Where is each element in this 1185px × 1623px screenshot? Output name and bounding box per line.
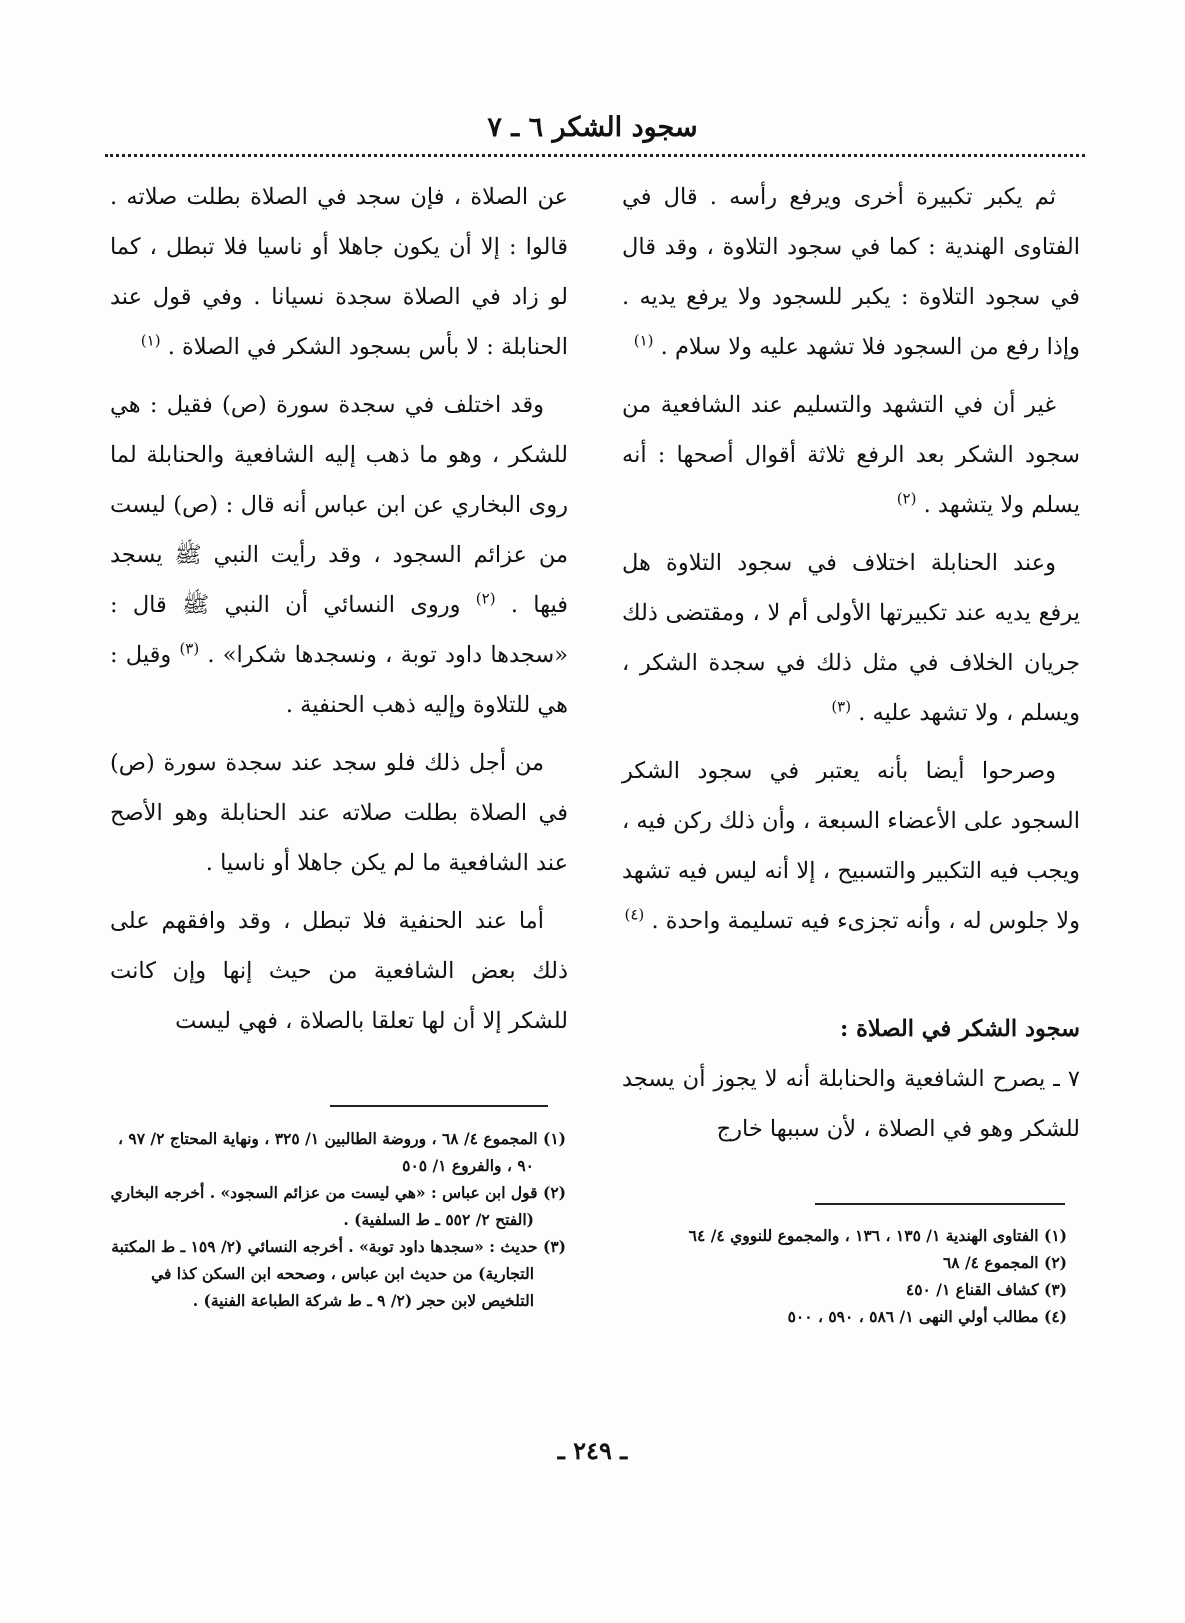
footnote: (٢) قول ابن عباس : «هي ليست من عزائم السجود» . أخرجه البخاري (الفتح ٢/ ٥٥٢ ـ ط السلفية) . xyxy=(110,1183,566,1229)
footnote: (٢) المجموع ٤/ ٦٨ xyxy=(942,1253,1067,1272)
paragraph: أما عند الحنفية فلا تبطل ، وقد وافقهم على ذلك بعض الشافعية من حيث إنها وإن كانت للشكر إلا أن لها تعلقا بالصلاة ، فهي ليست xyxy=(110,908,568,1034)
paragraph: عن الصلاة ، فإن سجد في الصلاة بطلت صلاته . قالوا : إلا أن يكون جاهلا أو ناسيا فلا تبطل ، كما لو زاد في الصلاة سجدة نسيانا . وفي قول عند الحنابلة : لا بأس بسجود الشكر في الصلاة . $^{(١)}$ xyxy=(110,184,568,360)
paragraph: وعند الحنابلة اختلاف في سجود التلاوة هل يرفع يديه عند تكبيرتها الأولى أم لا ، ومقتضى ذلك جريان الخلاف في مثل ذلك في سجدة الشكر ، ويسلم ، ولا تشهد عليه . $^{(٣)}$ xyxy=(622,550,1080,726)
footnote-divider xyxy=(330,1105,548,1107)
paragraph: ثم يكبر تكبيرة أخرى ويرفع رأسه . قال في الفتاوى الهندية : كما في سجود التلاوة ، وقد قال في سجود التلاوة : يكبر للسجود ولا يرفع يديه . وإذا رفع من السجود فلا تشهد عليه ولا سلام . $^{(١)}$ xyxy=(622,184,1080,360)
footnote: (٤) مطالب أولي النهى ١/ ٥٨٦ ، ٥٩٠ ، ٥٠٠ xyxy=(787,1307,1067,1326)
footnotes-left xyxy=(108,1125,566,1314)
paragraph: غير أن في التشهد والتسليم عند الشافعية من سجود الشكر بعد الرفع ثلاثة أقوال أصحها : أنه يسلم ولا يتشهد . $^{(٢)}$ xyxy=(622,392,1080,518)
page-number: ـ ٢٤٩ ـ xyxy=(557,1436,628,1465)
footnote-ref: (٢) xyxy=(896,489,917,508)
right-column xyxy=(622,172,1080,1162)
footnote-divider xyxy=(815,1203,1065,1205)
footnote: (١) المجموع ٤/ ٦٨ ، وروضة الطالبين ١/ ٣٢٥ ، ونهاية المحتاج ٢/ ٩٧ ، ٩٠ ، والفروع ١/ ٥٠٥ xyxy=(117,1129,566,1175)
footnote-ref: (١) xyxy=(633,331,654,350)
footnote-ref: (٣) xyxy=(831,697,852,716)
footnote-ref: (١) xyxy=(140,331,161,350)
section-heading: سجود الشكر في الصلاة : xyxy=(839,1016,1080,1042)
footnote-ref: (٣) xyxy=(179,639,200,658)
footnotes-right xyxy=(615,1222,1067,1330)
page-title: سجود الشكر ٦ ـ ٧ xyxy=(487,112,698,143)
header-divider xyxy=(105,154,1085,157)
left-column xyxy=(110,172,568,1054)
footnote: (١) الفتاوى الهندية ١/ ١٣٥ ، ١٣٦ ، والمجموع للنووي ٤/ ٦٤ xyxy=(688,1226,1067,1245)
footnote-ref: (٤) xyxy=(624,905,645,924)
paragraph: وصرحوا أيضا بأنه يعتبر في سجود الشكر السجود على الأعضاء السبعة ، وأن ذلك ركن فيه ، ويجب فيه التكبير والتسبيح ، إلا أنه ليس فيه تشهد ولا جلوس له ، وأنه تجزىء فيه تسليمة واحدة . $^{(٤)}$ xyxy=(622,758,1080,934)
paragraph: ٧ ـ يصرح الشافعية والحنابلة أنه لا يجوز أن يسجد للشكر وهو في الصلاة ، لأن سببها خارج xyxy=(622,1066,1080,1142)
paragraph: من أجل ذلك فلو سجد عند سجدة سورة (ص) في الصلاة بطلت صلاته عند الحنابلة وهو الأصح عند الشافعية ما لم يكن جاهلا أو ناسيا . xyxy=(110,750,568,876)
footnote-ref: (٢) xyxy=(475,589,496,608)
paragraph: وقد اختلف في سجدة سورة (ص) فقيل : هي للشكر ، وهو ما ذهب إليه الشافعية والحنابلة لما روى البخاري عن ابن عباس أنه قال : (ص) ليست من عزائم السجود ، وقد رأيت النبي ﷺ يسجد فيها . $^{(٢)}$ وروى النسائي أن النبي ﷺ قال : «سجدها داود توبة ، ونسجدها شكرا» . $^{(٣)}$ وقيل : هي للتلاوة وإليه ذهب الحنفية . xyxy=(110,392,569,718)
footnote: (٣) كشاف القناع ١/ ٤٥٠ xyxy=(905,1280,1067,1299)
footnote: (٣) حديث : «سجدها داود توبة» . أخرجه النسائي (٢/ ١٥٩ ـ ط المكتبة التجارية) من حديث ابن عباس ، وصححه ابن السكن كذا في التلخيص لابن حجر (٢/ ٩ ـ ط شركة الطباعة الفنية) . xyxy=(111,1237,566,1310)
